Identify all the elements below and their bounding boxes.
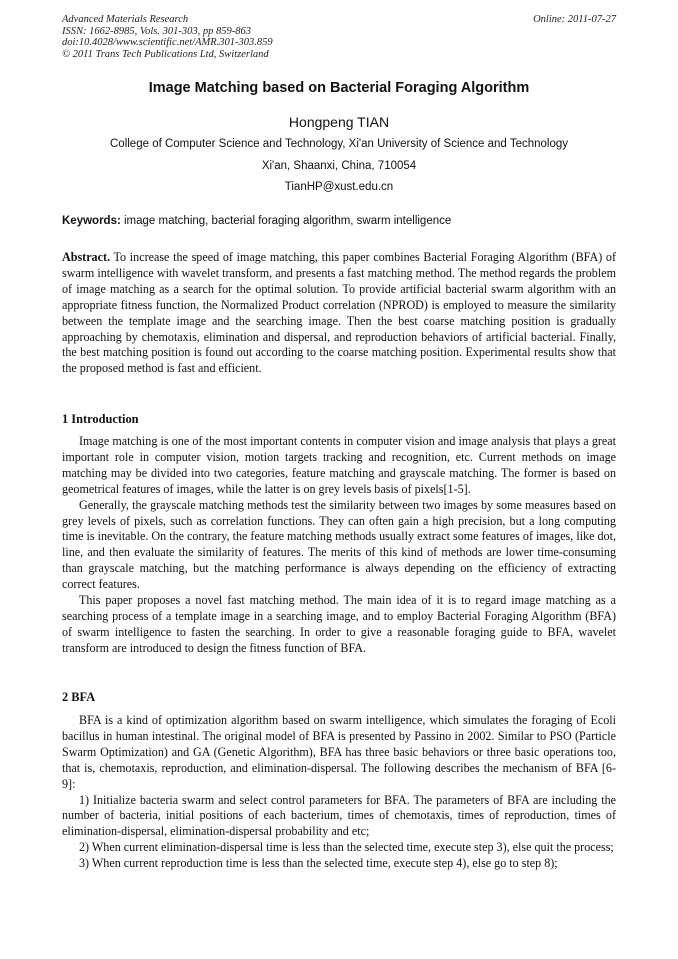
paper-title: Image Matching based on Bacterial Foraging Algorithm xyxy=(148,80,530,96)
journal-header xyxy=(62,14,616,60)
section-heading: 1 Introduction xyxy=(62,412,139,426)
list-item: 3) When current reproduction time is less than the selected time, execute step 4), else go to step 8); xyxy=(79,856,558,871)
author-name: Hongpeng TIAN xyxy=(288,114,390,130)
abstract xyxy=(62,250,616,377)
paragraph: BFA is a kind of optimization algorithm based on swarm intelligence, which simulates the foraging of Ecoli bacillus in human intestinal. The original model of BFA is presented by Passino in 2002. Similar to PSO (Particle Swarm Optimization) and GA (Genetic Algorithm), BFA has three basic behaviors or three basic operations too, that is, chemotaxis, reproduction, and elimination-dispersal. The following describes the mechanism of BFA [6-9]: xyxy=(62,713,616,791)
section-heading: 2 BFA xyxy=(62,690,96,704)
affiliation-line: College of Computer Science and Technology, Xi'an University of Science and Technology xyxy=(110,138,568,150)
keywords-text: image matching, bacterial foraging algorithm, swarm intelligence xyxy=(120,215,452,227)
doi-line: doi:10.4028/www.scientific.net/AMR.301-303.859 xyxy=(62,37,273,48)
author-email: TianHP@xust.edu.cn xyxy=(284,181,394,193)
abstract-label: Abstract. xyxy=(62,250,111,264)
online-date: Online: 2011-07-27 xyxy=(533,14,616,25)
abstract-text: To increase the speed of image matching, this paper combines Bacterial Foraging Algorithm (BFA) of swarm intelligence with wavelet transform, and presents a fast matching method. The method regards the problem of image matching as a search for the optimal solution. To provide artificial bacterial swarm algorithm with an appropriate fitness function, the Normalized Product correlation (NPROD) is employed to measure the similarity between the template image and the searching image. Then the best coarse matching position is gradually approaching by chemotaxis, elimination and dispersal, and reproduction behaviors of artificial bacterial. Finally, the best matching position is found out according to the coarse matching position. Experimental results show that the proposed method is fast and efficient. xyxy=(62,250,616,376)
paragraph: Image matching is one of the most important contents in computer vision and image analysis that plays a great important role in computer vision, motion targets tracking and recognition, etc. Current methods on image matching may be divided into two categories, feature matching and grayscale matching. The former is based on geometrical features of images, while the latter is on grey levels basis of pixels[1-5]. xyxy=(62,434,616,496)
copyright-line: © 2011 Trans Tech Publications Ltd, Switzerland xyxy=(62,48,269,60)
affiliation-address: Xi'an, Shaanxi, China, 710054 xyxy=(261,160,417,172)
keywords-label: Keywords: xyxy=(62,215,121,227)
section-body xyxy=(62,434,616,657)
list-item: 2) When current elimination-dispersal time is less than the selected time, execute step 3), else quit the process; xyxy=(79,840,614,855)
section-body xyxy=(62,713,616,872)
keywords xyxy=(62,215,616,227)
issn-line: ISSN: 1662-8985, Vols. 301-303, pp 859-863 xyxy=(62,25,251,37)
paragraph: This paper proposes a novel fast matching method. The main idea of it is to regard image matching as a searching process of a template image in a searching image, and to employ Bacterial Foraging Algorithm (BFA) of swarm intelligence to fasten the searching. In order to give a reasonable foraging guide to BFA, wavelet transform are introduced to design the fitness function of BFA. xyxy=(62,593,616,655)
list-item: 1) Initialize bacteria swarm and select control parameters for BFA. The parameters of BFA are including the number of bacteria, initial positions of each bacterium, times of chemotaxis, times of reproduction, times of elimination-dispersal, elimination-dispersal probability and etc; xyxy=(62,792,616,839)
paragraph: Generally, the grayscale matching methods test the similarity between two images by some measures based on grey levels of pixels, such as correlation functions. They can often gain a high precision, but a long computing time is inevitable. On the contrary, the feature matching methods usually extract some features of images, like dot, line, and then evaluate the similarity of features. The merits of this kind of methods are lower time-consuming than grayscale matching, but the matching performance is always depending on the efficiency of extracting correct features. xyxy=(62,497,616,592)
journal-name: Advanced Materials Research xyxy=(62,14,189,25)
